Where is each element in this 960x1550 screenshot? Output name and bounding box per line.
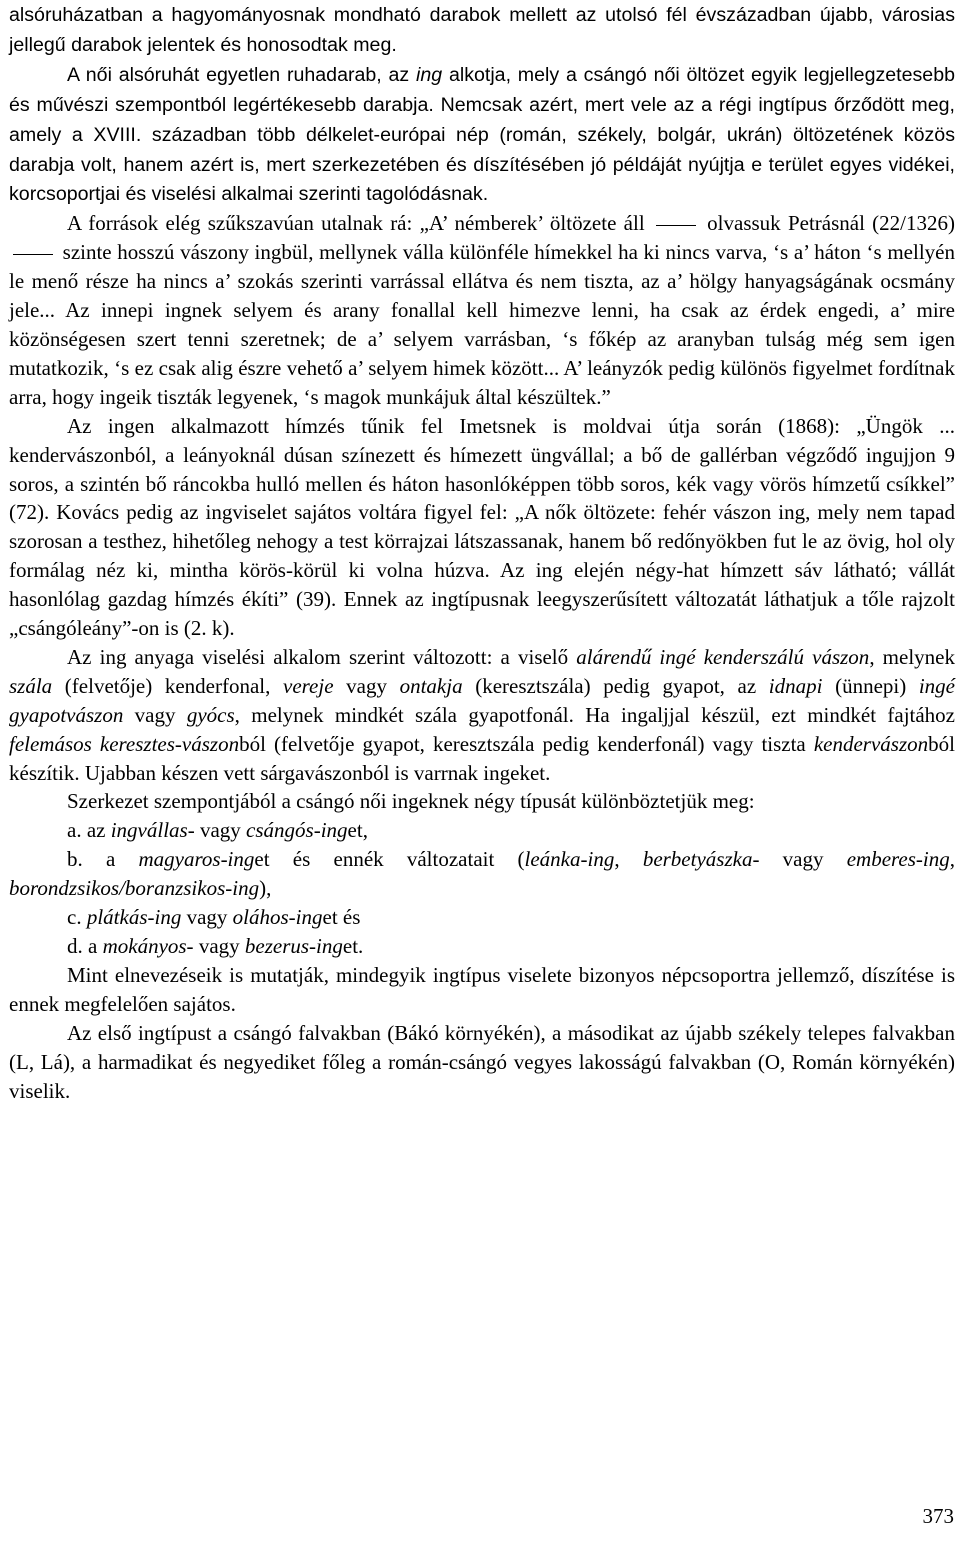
text-run: szála <box>9 673 53 698</box>
text-run: Az ingen alkalmazott hímzés tűnik fel Imetsnek is moldvai útja során (1868): „Üngök ... kendervászonból, a leányoknál dúsan színezett és hímezett üngvállal; a bő de gallérban végződő ingujjon 9 soros, a szintén bő ráncokba hulló mellen és háton hasonlóképpen több soros, kék vagy vörös hímzetű csíkkel” (72). Kovács pedig az ingviselet sajátos voltára figyel fel: „A nők öltözete: fehér vászon ing, mely nem tapad szorosan a testhez, hihetőleg nehogy a test körrajzai látszassanak, hanem bő redőnyökben fut le az övig, hol oly formálag néz ki, mintha körös-körül ki volna húzva. Az ing elején négy-hat hímzett sáv látható; vállát hasonlólag gazdag hímzés ékíti” (39). Ennek az ingtípusnak leegyszerűsített változatát láthatjuk a tőle rajzolt „csángóleány”-on is (2. k). <box>9 413 955 641</box>
text-run: , <box>614 847 643 872</box>
body-paragraph <box>9 1019 955 1106</box>
text-run: borondzsikos/boranzsikos-ing <box>9 876 260 901</box>
body-paragraph <box>9 845 955 903</box>
body-paragraph <box>9 412 955 643</box>
text-run: felemásos keresztes-vászon <box>9 731 240 756</box>
text-run: kendervászon <box>813 731 929 756</box>
text-run: emberes-ing <box>846 847 950 872</box>
text-run: Az első ingtípust a csángó falvakban (Bákó környékén), a másodikat az újabb székely telepes falvakban (L, Lá), a harmadikat és negyediket főleg a román-csángó vegyes lakosságú falvakban (O, Román környékén) viselik. <box>9 1020 955 1103</box>
text-run: szinte hosszú vászony ingbül, mellynek válla különféle hímekkel ha ki nincs varva, ‘s a’ háton ‘s mellyén le menő része ha nincs a’ szokás szerinti varrással ellátva és nem tiszta, az a’ hölgy hanyagságának ocsmány jele... Az innepi ingnek selyem és arany fonallal kell himezve lenni, ha csak az érdek engedi, a’ mire közönségesen szert tenni szeretnek; de a’ selyem varrásban, ‘s főkép az aranyban tulság még sem igen mutatkozik, ‘s ez csak alig észre vehető a’ selyem himek között... A’ leányzók pedig különös figyelmet fordítnak arra, hogy ingeik tiszták legyenek, ‘s magok munkájuk által készültek.” <box>9 240 955 409</box>
body-paragraph <box>9 932 955 961</box>
text-run: c. <box>67 905 87 930</box>
text-run: oláhos-ing <box>232 905 323 930</box>
text-run: alárendű ingé kenderszálú vászon <box>576 644 870 669</box>
text-run: alkotja, mely a csángó női öltözet egyik legjellegzetesebb és művészi szempontból legértékesebb darabja. Nemcsak azért, mert vele az a régi ingtípus őrződött meg, amely a XVIII. században több délkelet-európai nép (román, székely, bolgár, ukrán) öltözetének közös darabja volt, hanem azért is, mert szerkezetében és díszítésében jó példáját nyújtja e terület egyes vidékei, korcsoportjai és viselési alkalmai szerinti tagolódásnak. <box>9 63 955 206</box>
text-run: Szerkezet szempontjából a csángó női ingeknek négy típusát különböztetjük meg: <box>67 789 755 814</box>
text-run: vagy <box>193 934 245 958</box>
text-run: , melynek <box>869 644 955 669</box>
text-run: , <box>949 847 955 872</box>
text-run: leánka-ing <box>524 847 615 872</box>
text-run: (ünnepi) <box>822 673 919 698</box>
text-run: A források elég szűkszavúan utalnak rá: „A’ némberek’ öltözete áll <box>67 211 652 236</box>
text-run: , melynek mindkét szála gyapotfonál. Ha ingaljjal készül, ezt mindkét fajtához <box>234 702 956 727</box>
text-run: plátkás-ing <box>86 905 182 930</box>
em-dash-rule <box>656 225 696 226</box>
text-run: a. az <box>67 818 111 843</box>
text-run: ingvállas- <box>110 818 195 843</box>
body-paragraph <box>9 209 955 411</box>
text-run: ból készítik. Ujabban készen vett sárgavászonból is varrnak ingeket. <box>9 731 955 785</box>
body-paragraph <box>9 643 955 788</box>
text-run: vagy <box>123 702 187 727</box>
document-page <box>9 0 955 1105</box>
page-number: 373 <box>922 1504 954 1528</box>
em-dash-rule <box>13 254 53 255</box>
text-run: (keresztszála) pedig gyapot, az <box>462 673 769 698</box>
body-paragraph <box>9 787 955 816</box>
text-run: ontakja <box>399 673 463 698</box>
text-run: vagy <box>194 818 247 843</box>
text-run: vagy <box>759 847 847 872</box>
body-paragraph <box>9 816 955 845</box>
text-run: Az ing anyaga viselési alkalom szerint változott: a viselő <box>67 644 577 669</box>
text-run: berbetyászka- <box>642 847 760 872</box>
text-run: gyócs <box>186 702 235 727</box>
text-run: vagy <box>333 673 400 698</box>
text-run: et és ennék változatait ( <box>254 847 525 872</box>
text-run: Mint elnevezéseik is mutatják, mindegyik ingtípus viselete bizonyos népcsoportra jellemző, díszítése is ennek megfelelően sajátos. <box>9 962 955 1016</box>
text-run: bezerus-ing <box>244 934 343 958</box>
text-run: csángós-ing <box>246 818 348 843</box>
text-run: et és <box>322 905 361 930</box>
text-run: d. a <box>67 934 103 958</box>
text-run: alsóruházatban a hagyományosnak mondható darabok mellett az utolsó fél évszázadban újabb, városias jellegű darabok jelentek és honosodtak meg. <box>9 4 955 56</box>
text-run: vereje <box>283 673 334 698</box>
text-run: ingé gyapotvászon <box>9 673 955 727</box>
text-run: vagy <box>181 905 233 930</box>
text-run: et. <box>342 934 364 958</box>
text-run: ing <box>416 63 443 86</box>
text-run: A női alsóruhát egyetlen ruhadarab, az <box>67 63 416 86</box>
text-run: (felvetője) kenderfonal, <box>52 673 284 698</box>
text-run: b. a <box>67 847 139 872</box>
body-paragraph <box>9 60 955 210</box>
text-run: mokányos- <box>102 934 194 958</box>
text-run: ból (felvetője gyapot, keresztszála pedig kenderfonál) vagy tiszta <box>239 731 814 756</box>
text-run: ), <box>259 876 272 901</box>
text-run: idnapi <box>768 673 823 698</box>
text-run: magyaros-ing <box>138 847 255 872</box>
text-run: olvassuk Petrásnál (22/1326) <box>699 211 955 236</box>
body-paragraph <box>9 961 955 1019</box>
body-paragraph <box>9 903 955 932</box>
body-paragraph <box>9 0 955 60</box>
text-run: et, <box>347 818 368 843</box>
